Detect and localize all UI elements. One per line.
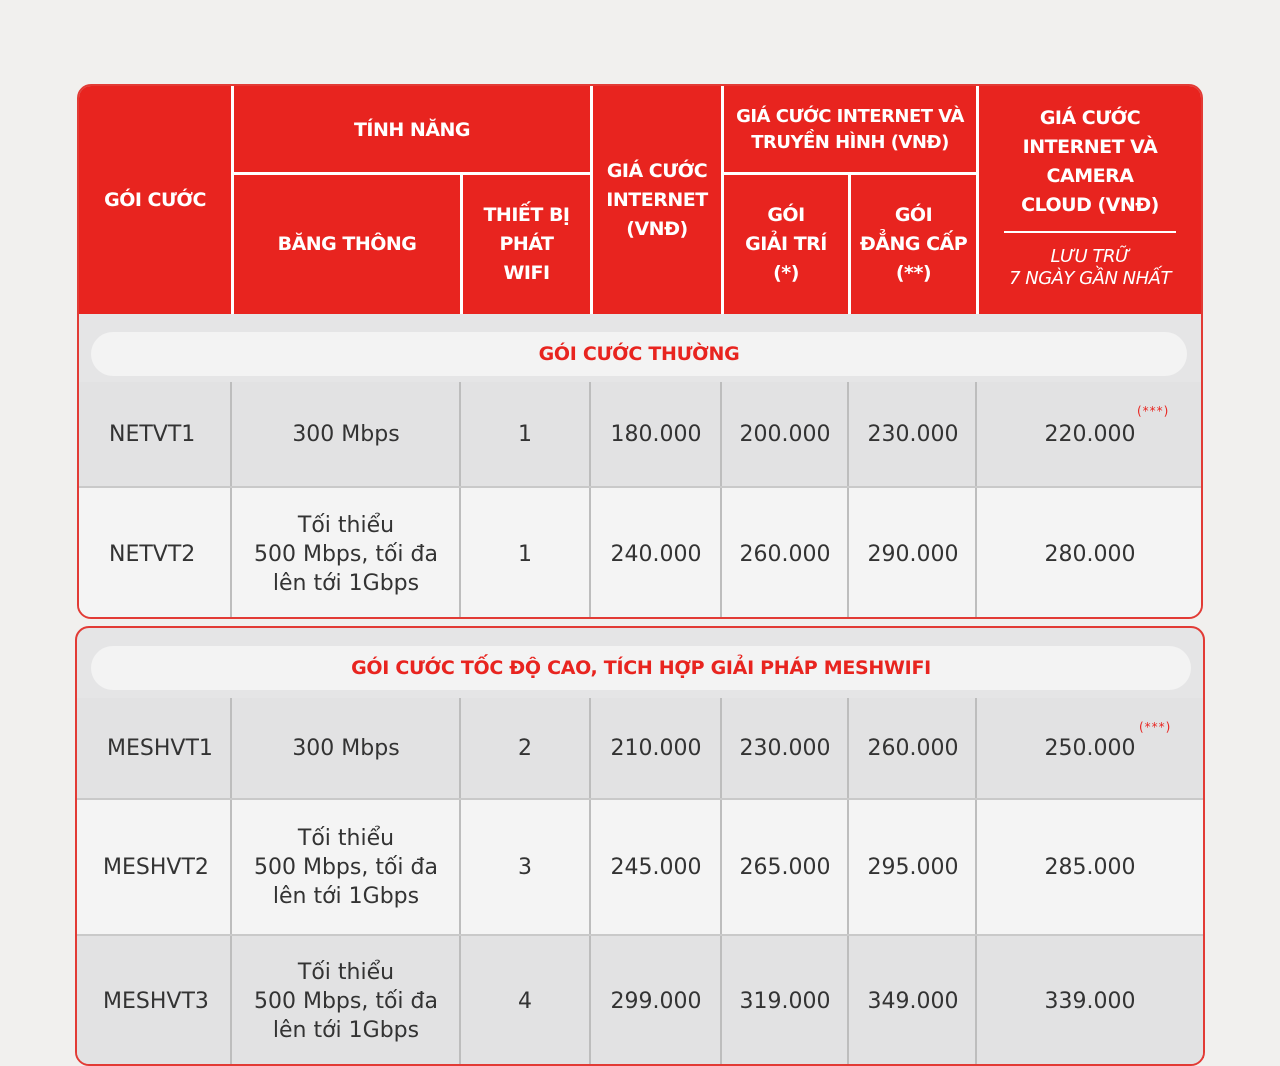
tv-entertainment-price: 319.000 [739, 988, 831, 1014]
section-title-meshwifi: GÓI CƯỚC TỐC ĐỘ CAO, TÍCH HỢP GIẢI PHÁP MESHWIFI [91, 646, 1191, 690]
package-name: NETVT1 [109, 421, 196, 447]
table-row [77, 800, 1203, 934]
package-name: NETVT2 [109, 542, 196, 567]
header-storage-note: LƯU TRỮ 7 NGÀY GẦN NHẤT [1009, 246, 1171, 289]
tv-entertainment-price: 200.000 [739, 421, 831, 447]
header-wifi-device: THIẾT BỊ PHÁT WIFI [483, 204, 570, 284]
table-row [77, 936, 1203, 1066]
header-tv-premium: GÓI ĐẲNG CẤP (**) [859, 204, 968, 284]
footnote-marker: (***) [1139, 720, 1172, 734]
section-standard [79, 314, 1201, 619]
header-package: GÓI CƯỚC [104, 188, 206, 211]
table-header [79, 86, 1201, 314]
camera-price: 285.000 [1044, 854, 1136, 880]
bandwidth-value: Tối thiểu 500 Mbps, tối đa lên tới 1Gbps [254, 959, 438, 1043]
header-tv-entertainment: GÓI GIẢI TRÍ (*) [745, 204, 827, 284]
package-name: MESHVT2 [103, 854, 209, 880]
bandwidth-value: Tối thiểu 500 Mbps, tối đa lên tới 1Gbps [254, 825, 438, 909]
camera-price: 250.000 [1044, 735, 1136, 761]
bandwidth-value: 300 Mbps [292, 735, 400, 761]
header-features: TÍNH NĂNG [353, 118, 471, 141]
internet-price: 210.000 [610, 735, 702, 761]
wifi-device-count: 3 [518, 854, 532, 880]
price-table-standard [77, 84, 1203, 619]
wifi-device-count: 1 [518, 542, 532, 567]
bandwidth-value: 300 Mbps [292, 421, 400, 447]
header-internet-camera: GIÁ CƯỚC INTERNET VÀ CAMERA CLOUD (VNĐ) [1021, 107, 1159, 216]
internet-price: 240.000 [610, 542, 702, 567]
internet-price: 180.000 [610, 421, 702, 447]
tv-premium-price: 290.000 [867, 542, 959, 567]
header-bandwidth: BĂNG THÔNG [277, 233, 417, 255]
wifi-device-count: 1 [518, 421, 532, 447]
tv-premium-price: 260.000 [867, 735, 959, 761]
footnote-marker: (***) [1137, 404, 1170, 418]
table-row [79, 488, 1201, 619]
tv-premium-price: 349.000 [867, 988, 959, 1014]
section-title-standard: GÓI CƯỚC THƯỜNG [91, 332, 1187, 376]
package-name: MESHVT3 [103, 988, 209, 1014]
header-internet-tv: GIÁ CƯỚC INTERNET VÀ TRUYỀN HÌNH (VNĐ) [736, 106, 964, 153]
internet-price: 245.000 [610, 854, 702, 880]
price-table-meshwifi [75, 626, 1205, 1066]
tv-premium-price: 295.000 [867, 854, 959, 880]
tv-premium-price: 230.000 [867, 421, 959, 447]
wifi-device-count: 2 [518, 735, 532, 761]
package-name: MESHVT1 [107, 735, 213, 761]
internet-price: 299.000 [610, 988, 702, 1014]
tv-entertainment-price: 260.000 [739, 542, 831, 567]
camera-price: 339.000 [1044, 988, 1136, 1014]
tv-entertainment-price: 230.000 [739, 735, 831, 761]
table-row [79, 382, 1201, 486]
table-row [77, 698, 1203, 798]
camera-price: 220.000 [1044, 421, 1136, 447]
header-internet-price: GIÁ CƯỚC INTERNET (VNĐ) [606, 159, 708, 240]
tv-entertainment-price: 265.000 [739, 854, 831, 880]
camera-price: 280.000 [1044, 542, 1136, 567]
bandwidth-value: Tối thiểu 500 Mbps, tối đa lên tới 1Gbps [254, 513, 438, 596]
wifi-device-count: 4 [518, 988, 532, 1014]
